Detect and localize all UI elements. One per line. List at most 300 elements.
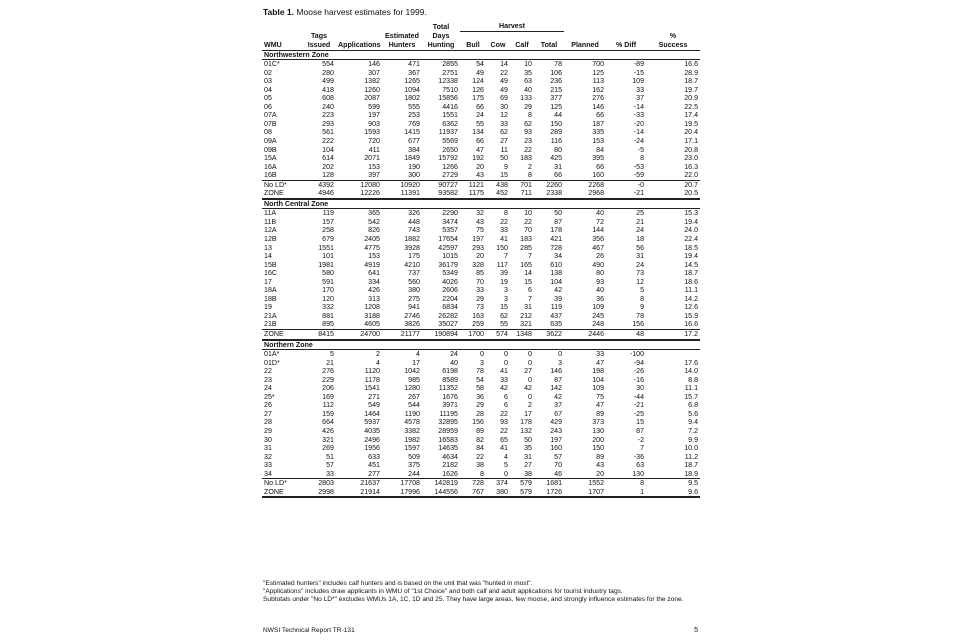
table-cell: 104 <box>592 375 605 384</box>
table-cell: 223 <box>322 111 334 120</box>
table-cell: 197 <box>550 435 563 444</box>
table-cell: 1726 <box>546 487 563 496</box>
zone-header <box>262 341 700 350</box>
table-cell: 1 <box>640 487 645 496</box>
wmu-cell: 15A <box>264 154 277 163</box>
table-cell: 2 <box>528 401 532 410</box>
table-cell: 2 <box>528 162 532 171</box>
table-cell: 37 <box>636 94 645 103</box>
table-cell: 90727 <box>422 180 460 189</box>
wmu-cell: 09A <box>264 136 277 145</box>
table-cell: 50 <box>524 435 532 444</box>
table-row <box>262 171 700 180</box>
table-cell: 33 <box>500 226 508 235</box>
table-cell: 41 <box>500 234 508 243</box>
table-cell: 63 <box>524 77 532 86</box>
table-row <box>262 261 700 270</box>
zone-name: North Central Zone <box>264 199 329 208</box>
table-cell: 56 <box>636 243 645 252</box>
table-cell: 109 <box>592 384 605 393</box>
table-cell: 2746 <box>404 311 420 320</box>
table-caption <box>263 7 427 17</box>
wmu-cell: 18A <box>264 286 277 295</box>
table-cell: 183 <box>520 234 532 243</box>
table-cell: 1551 <box>442 111 458 120</box>
table-cell: 3474 <box>442 217 458 226</box>
table-cell: 9.4 <box>688 418 699 427</box>
table-cell: 93 <box>500 418 508 427</box>
table-cell: 2729 <box>442 171 458 180</box>
table-cell: 43 <box>476 171 484 180</box>
table-cell: 895 <box>322 320 334 329</box>
table-row <box>262 350 700 359</box>
table-cell: 70 <box>554 461 563 470</box>
table-cell: 54 <box>460 60 486 69</box>
table-cell: 15 <box>636 418 645 427</box>
table-cell: 9 <box>504 162 508 171</box>
table-cell: 24 <box>422 350 460 359</box>
table-cell: 245 <box>592 311 605 320</box>
table-cell: 677 <box>408 136 420 145</box>
table-cell: 78 <box>534 60 564 69</box>
table-cell: 78 <box>636 311 645 320</box>
table-cell: 33 <box>326 469 334 478</box>
table-cell: 15856 <box>438 94 458 103</box>
table-cell: 1265 <box>404 77 420 86</box>
table-cell: 267 <box>408 392 420 401</box>
table-cell: 421 <box>550 234 563 243</box>
table-cell: 277 <box>368 469 380 478</box>
table-cell: 2855 <box>422 60 460 69</box>
harvest-table <box>262 22 700 498</box>
table-cell: 153 <box>368 252 380 261</box>
wmu-cell: 15B <box>264 260 277 269</box>
table-cell: 313 <box>368 294 380 303</box>
table-cell: 509 <box>408 452 420 461</box>
table-cell: 5 <box>640 286 645 295</box>
zone-header <box>262 50 700 60</box>
table-cell: 377 <box>550 94 563 103</box>
wmu-cell: 18B <box>264 294 277 303</box>
table-cell: 43 <box>596 461 605 470</box>
table-cell: 8 <box>640 294 645 303</box>
table-cell: 66 <box>596 111 605 120</box>
table-cell: 178 <box>550 226 563 235</box>
table-cell: 200 <box>592 435 605 444</box>
table-cell: 561 <box>322 128 334 137</box>
table-cell: 29 <box>476 401 484 410</box>
table-row <box>262 94 700 103</box>
table-row <box>262 103 700 112</box>
table-cell: 163 <box>472 311 484 320</box>
table-cell: 144556 <box>434 487 458 496</box>
table-cell: 451 <box>368 461 380 470</box>
table-cell: 18 <box>636 234 645 243</box>
wmu-cell: 09B <box>264 145 277 154</box>
table-cell: 22 <box>500 427 508 436</box>
header-cow: Cow <box>486 41 510 51</box>
table-cell: 15 <box>524 277 532 286</box>
table-cell: 50 <box>500 154 508 163</box>
header-est-line2: Hunters <box>382 41 422 51</box>
table-cell: 222 <box>322 136 334 145</box>
table-row <box>262 244 700 253</box>
table-row <box>262 320 700 329</box>
table-cell: 31 <box>524 303 532 312</box>
table-cell: 4210 <box>404 260 420 269</box>
zone-divider <box>262 497 700 498</box>
table-cell: 24.0 <box>684 226 699 235</box>
table-cell: 21914 <box>360 487 380 496</box>
table-cell: 3622 <box>534 330 564 340</box>
table-cell: 326 <box>382 209 422 218</box>
note-applications: "Applications" includes draw applicants in WMU of "1st Choice" and both calf and adult applications for tourist industry tags. <box>263 588 623 595</box>
table-cell: 22 <box>524 217 532 226</box>
table-cell: 21 <box>636 217 645 226</box>
wmu-cell: 12A <box>264 226 277 235</box>
table-cell: -5 <box>637 145 645 154</box>
table-cell: 31 <box>636 252 645 261</box>
table-cell: 452 <box>496 189 508 198</box>
wmu-cell: 07A <box>264 111 277 120</box>
table-cell: -21 <box>633 189 645 198</box>
table-row <box>262 418 700 427</box>
table-cell: 20 <box>476 162 484 171</box>
zone-name: Northwestern Zone <box>264 50 329 59</box>
header-total: Total <box>534 41 564 51</box>
wmu-cell: 30 <box>264 435 272 444</box>
wmu-cell: 16B <box>264 171 277 180</box>
table-cell: 9.5 <box>646 479 700 488</box>
table-cell: 78 <box>476 367 484 376</box>
table-cell: 49 <box>500 77 508 86</box>
table-cell: 93 <box>596 277 605 286</box>
table-cell: 429 <box>550 418 563 427</box>
table-cell: -25 <box>633 409 645 418</box>
table-cell: 162 <box>592 85 605 94</box>
table-cell: 70 <box>476 277 484 286</box>
table-cell: 5349 <box>442 269 458 278</box>
table-cell: 66 <box>554 171 563 180</box>
table-cell: 11 <box>500 145 508 154</box>
table-cell: 11391 <box>400 189 420 198</box>
table-cell: 365 <box>336 209 382 218</box>
table-row <box>262 303 700 312</box>
table-cell: 1348 <box>510 330 534 340</box>
caption-text: Moose harvest estimates for 1999. <box>296 7 427 17</box>
table-cell: 198 <box>592 367 605 376</box>
table-cell: 2968 <box>588 189 605 198</box>
table-cell: 54 <box>476 375 484 384</box>
table-cell: 190894 <box>422 330 460 340</box>
table-cell: 42 <box>554 392 563 401</box>
table-cell: 66 <box>476 136 484 145</box>
table-cell: 49 <box>476 68 484 77</box>
table-cell: 14 <box>486 60 510 69</box>
table-cell: 17 <box>524 409 532 418</box>
table-cell: 57 <box>554 452 563 461</box>
table-cell: 0 <box>528 375 532 384</box>
table-cell: 579 <box>520 487 532 496</box>
table-cell: 16.3 <box>684 162 699 171</box>
table-cell: 2751 <box>442 68 458 77</box>
table-cell: 32 <box>460 209 486 218</box>
table-cell: 24 <box>636 260 645 269</box>
table-cell: 321 <box>520 320 532 329</box>
table-cell: 4775 <box>364 243 380 252</box>
wmu-cell: 31 <box>264 444 272 453</box>
table-row <box>262 367 700 376</box>
table-cell: 2998 <box>318 487 334 496</box>
table-cell: 23.0 <box>684 154 699 163</box>
table-cell: 75 <box>596 392 605 401</box>
table-cell: 608 <box>322 94 334 103</box>
wmu-cell: 21A <box>264 311 277 320</box>
table-cell: 73 <box>476 303 484 312</box>
table-cell: 240 <box>322 102 334 111</box>
table-cell: 146 <box>592 102 605 111</box>
table-cell: 395 <box>592 154 605 163</box>
table-cell: 1260 <box>364 85 380 94</box>
table-cell: 22 <box>500 217 508 226</box>
table-cell: 448 <box>408 217 420 226</box>
table-cell: 84 <box>596 145 605 154</box>
table-cell: 6.8 <box>688 401 699 410</box>
table-cell: 47 <box>596 358 605 367</box>
table-row <box>262 401 700 410</box>
wmu-cell: 17 <box>264 277 272 286</box>
table-cell: 157 <box>322 217 334 226</box>
table-cell: 8589 <box>442 375 458 384</box>
table-cell: 120 <box>322 294 334 303</box>
table-cell: 737 <box>408 269 420 278</box>
header-row-1 <box>262 22 700 32</box>
table-cell: 700 <box>564 60 606 69</box>
table-cell: 69 <box>500 94 508 103</box>
table-cell: 300 <box>408 171 420 180</box>
table-cell: 397 <box>368 171 380 180</box>
header-bull: Bull <box>460 41 486 51</box>
table-row <box>262 427 700 436</box>
table-cell: 42 <box>554 286 563 295</box>
table-cell: 633 <box>368 452 380 461</box>
table-cell: 1882 <box>404 234 420 243</box>
header-harvest: Harvest <box>460 22 564 32</box>
table-cell: 134 <box>472 128 484 137</box>
table-cell: 190 <box>408 162 420 171</box>
table-row <box>262 410 700 419</box>
table-cell: 33 <box>564 350 606 359</box>
table-cell: 40 <box>596 286 605 295</box>
wmu-cell: 11A <box>262 209 302 218</box>
wmu-cell: 29 <box>264 427 272 436</box>
table-cell: -89 <box>606 60 646 69</box>
table-cell: 0 <box>486 350 510 359</box>
table-cell: 2260 <box>534 180 564 189</box>
table-cell: 15.9 <box>684 311 699 320</box>
table-cell: 1707 <box>588 487 605 496</box>
table-cell: 2606 <box>442 286 458 295</box>
report-footer: NWSI Technical Report TR-131 <box>263 627 355 634</box>
table-cell: 12080 <box>336 180 382 189</box>
table-cell: 985 <box>408 375 420 384</box>
table-cell: 26282 <box>438 311 458 320</box>
table-cell: 1015 <box>442 252 458 261</box>
table-cell: 367 <box>408 68 420 77</box>
header-tags-line2: Issued <box>302 41 336 51</box>
table-cell: 93 <box>524 128 532 137</box>
table-cell: 15792 <box>438 154 458 163</box>
table-row <box>262 453 700 462</box>
table-cell: 384 <box>408 145 420 154</box>
table-cell: -24 <box>633 136 645 145</box>
table-cell: 4578 <box>404 418 420 427</box>
table-cell: 380 <box>496 487 508 496</box>
header-success-line2: Success <box>646 41 700 51</box>
table-cell: 20.9 <box>684 94 699 103</box>
table-cell: 146 <box>336 60 382 69</box>
table-cell: 2803 <box>302 479 336 488</box>
table-cell: 1802 <box>404 94 420 103</box>
table-cell: 6 <box>528 286 532 295</box>
wmu-cell: 11B <box>264 217 277 226</box>
table-cell: 471 <box>382 60 422 69</box>
table-cell: 4634 <box>442 452 458 461</box>
table-cell: 332 <box>322 303 334 312</box>
table-cell: 41 <box>500 444 508 453</box>
table-cell: 10920 <box>382 180 422 189</box>
table-cell: 3 <box>504 294 508 303</box>
divider-cell <box>262 497 700 498</box>
table-cell: 560 <box>408 277 420 286</box>
table-cell: 19.4 <box>684 217 699 226</box>
table-cell: 27 <box>500 136 508 145</box>
table-cell: 229 <box>322 375 334 384</box>
table-cell: 34 <box>554 252 563 261</box>
table-cell: 0 <box>504 358 508 367</box>
table-cell: 4605 <box>364 320 380 329</box>
table-cell: 2087 <box>364 94 380 103</box>
table-cell: 307 <box>368 68 380 77</box>
table-cell: 20 <box>476 252 484 261</box>
table-row <box>262 269 700 278</box>
table-cell <box>646 350 700 359</box>
table-cell: 12 <box>500 111 508 120</box>
table-cell: 30 <box>636 384 645 393</box>
table-cell: 599 <box>368 102 380 111</box>
table-cell: 93582 <box>438 189 458 198</box>
table-cell: 7.2 <box>688 427 699 436</box>
header-applications: Applications <box>338 40 381 49</box>
table-row <box>262 252 700 261</box>
table-cell: 132 <box>520 427 532 436</box>
wmu-cell: 03 <box>264 77 272 86</box>
table-cell: 7510 <box>442 85 458 94</box>
wmu-cell: 12B <box>264 234 277 243</box>
zone-name: Northern Zone <box>264 340 313 349</box>
table-cell: 8 <box>480 469 484 478</box>
table-cell: 418 <box>322 85 334 94</box>
table-cell: 12.6 <box>684 303 699 312</box>
table-cell: 720 <box>368 136 380 145</box>
table-cell: 14.2 <box>684 294 699 303</box>
table-cell: 8415 <box>302 330 336 340</box>
table-cell: 75 <box>476 226 484 235</box>
table-cell: 6 <box>504 392 508 401</box>
table-cell: 5357 <box>442 226 458 235</box>
table-cell: 27 <box>524 461 532 470</box>
table-cell: 743 <box>408 226 420 235</box>
table-cell: 160 <box>550 444 563 453</box>
table-cell: 293 <box>472 243 484 252</box>
wmu-cell: 01C* <box>262 60 302 69</box>
table-cell: 175 <box>472 94 484 103</box>
table-row <box>262 120 700 129</box>
table-cell: 6198 <box>442 367 458 376</box>
wmu-cell: 14 <box>264 252 272 261</box>
table-cell: 499 <box>322 77 334 86</box>
table-cell: 2650 <box>442 145 458 154</box>
table-row <box>262 436 700 445</box>
table-cell: 12338 <box>438 77 458 86</box>
table-cell: 4919 <box>364 260 380 269</box>
table-cell: 1956 <box>364 444 380 453</box>
header-wmu: WMU <box>262 41 302 51</box>
table-cell: 150 <box>496 243 508 252</box>
table-row <box>262 86 700 95</box>
table-cell: 701 <box>510 180 534 189</box>
table-cell: 14.5 <box>684 260 699 269</box>
table-cell: 66 <box>476 102 484 111</box>
summary-row <box>262 479 700 488</box>
table-cell: 44 <box>554 111 563 120</box>
header-days-line1: Total <box>432 22 450 31</box>
zone-header <box>262 200 700 209</box>
table-cell: 1551 <box>318 243 334 252</box>
table-cell: 170 <box>322 286 334 295</box>
table-cell: 490 <box>592 260 605 269</box>
table-cell: 187 <box>592 119 605 128</box>
table-cell: 373 <box>592 418 605 427</box>
table-cell: 146 <box>550 367 563 376</box>
table-cell: 14.0 <box>684 367 699 376</box>
table-cell: 574 <box>486 330 510 340</box>
table-cell: 3826 <box>404 320 420 329</box>
table-cell: 31 <box>524 452 532 461</box>
table-cell: 1681 <box>534 479 564 488</box>
header-row-3 <box>262 41 700 51</box>
table-cell: 6 <box>504 401 508 410</box>
table-notes <box>263 580 693 604</box>
table-cell: 5569 <box>442 136 458 145</box>
table-cell: 253 <box>408 111 420 120</box>
table-cell: 72 <box>596 217 605 226</box>
table-cell: 17 <box>412 358 420 367</box>
table-cell: 1175 <box>468 189 484 198</box>
table-cell: 36 <box>596 294 605 303</box>
table-cell: 106 <box>550 68 563 77</box>
table-cell: 17.1 <box>684 136 699 145</box>
table-cell: 153 <box>592 136 605 145</box>
table-cell: 33 <box>476 286 484 295</box>
table-cell: 271 <box>368 392 380 401</box>
table-cell: 117 <box>496 260 508 269</box>
table-row <box>262 163 700 172</box>
table-cell: 4 <box>504 452 508 461</box>
table-cell: 1094 <box>404 85 420 94</box>
table-cell: 664 <box>322 418 334 427</box>
table-cell: 27 <box>524 367 532 376</box>
